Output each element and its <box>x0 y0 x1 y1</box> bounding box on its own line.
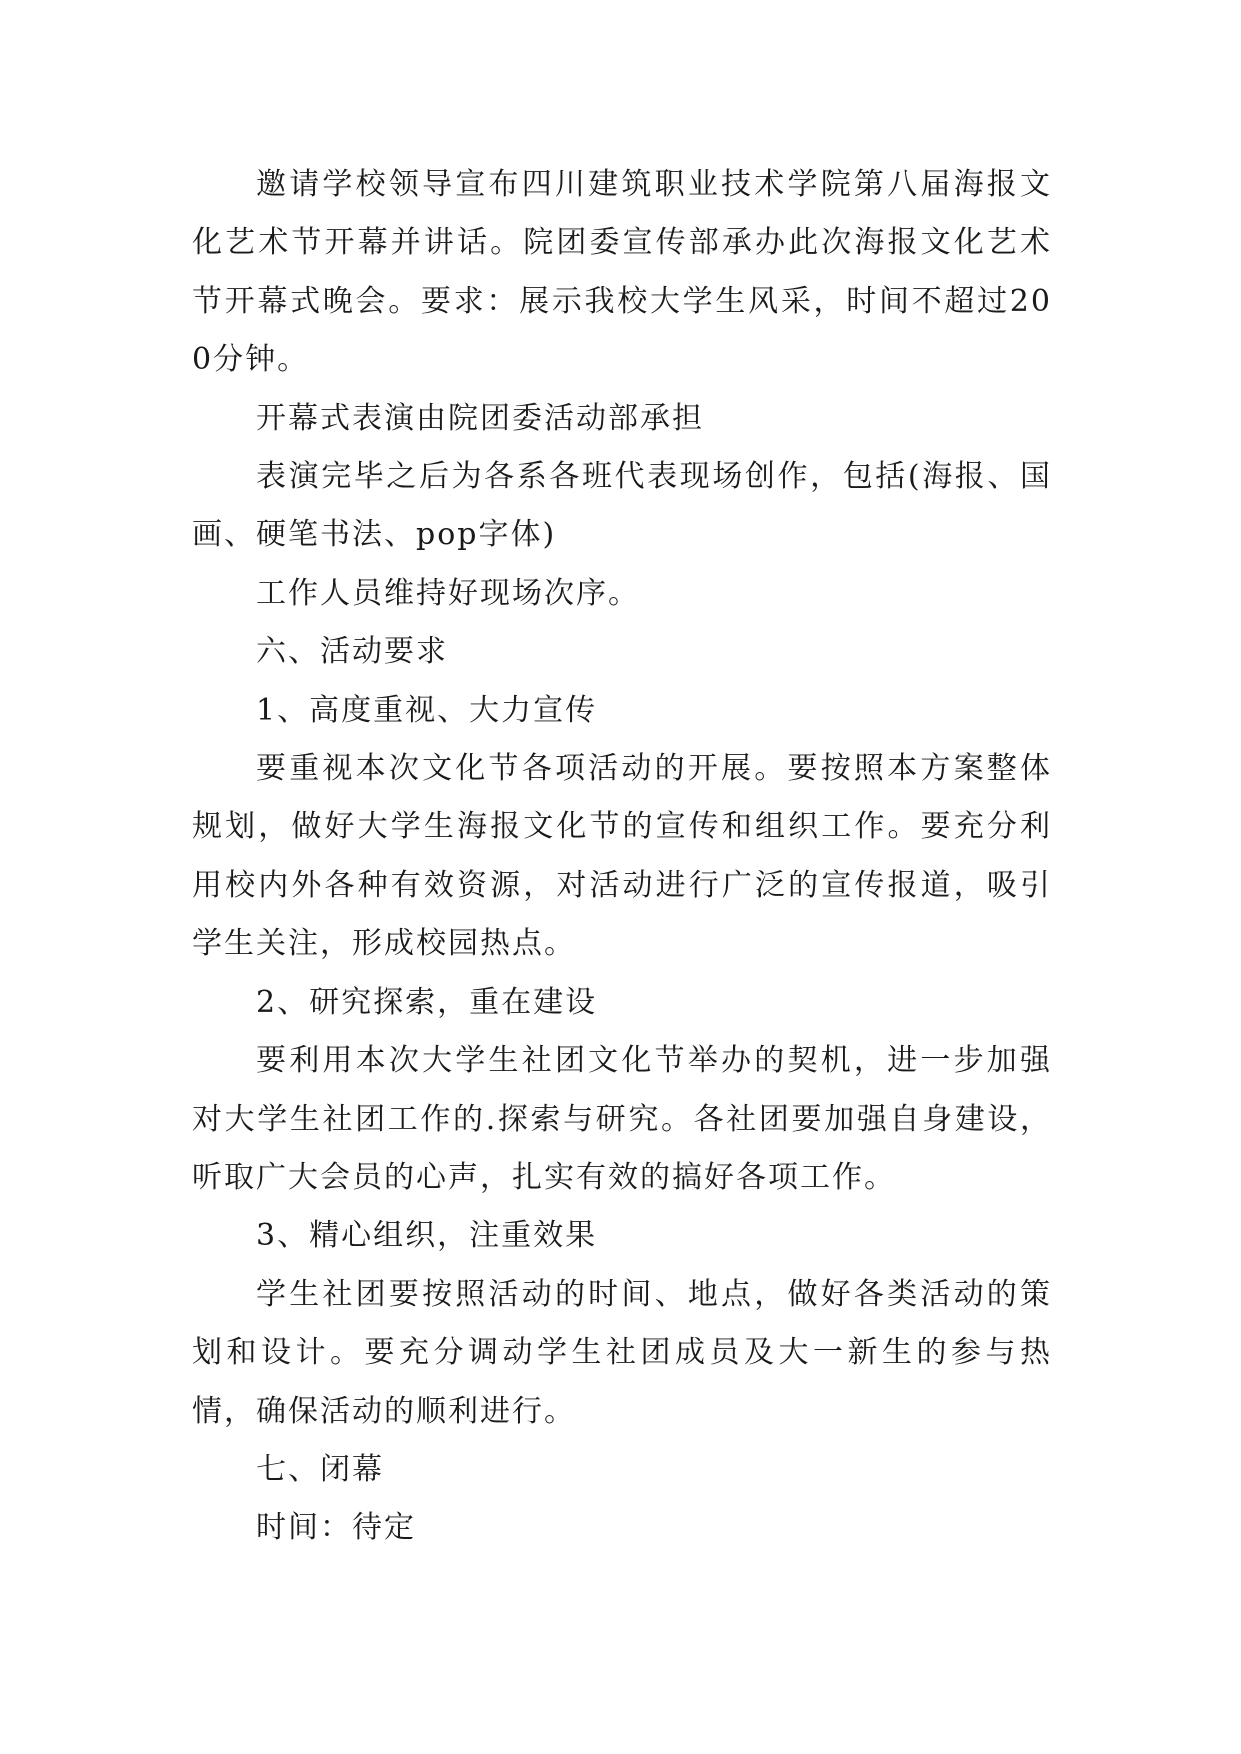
subheading-organization: 3、精心组织，注重效果 <box>256 1218 598 1254</box>
paragraph-onsite-creation: 表演完毕之后为各系各班代表现场创作，包括(海报、国画、硬笔书法、pop字体) <box>192 459 1052 553</box>
paragraph-research: 要利用本次大学生社团文化节举办的契机，进一步加强对大学生社团工作的.探索与研究。各社团要加强自身建设，听取广大会员的心声，扎实有效的搞好各项工作。 <box>192 1043 1052 1195</box>
paragraph-staff-order: 工作人员维持好现场次序。 <box>256 575 640 611</box>
subheading-publicity: 1、高度重视、大力宣传 <box>256 692 598 728</box>
section-heading-closing: 七、闭幕 <box>256 1451 384 1487</box>
section-heading-requirements: 六、活动要求 <box>256 634 448 670</box>
paragraph-closing-time: 时间：待定 <box>256 1510 416 1546</box>
paragraph-performance: 开幕式表演由院团委活动部承担 <box>256 400 704 436</box>
paragraph-opening-ceremony: 邀请学校领导宣布四川建筑职业技术学院第八届海报文化艺术节开幕并讲话。院团委宣传部承办此次海报文化艺术节开幕式晚会。要求：展示我校大学生风采，时间不超过200分钟。 <box>192 167 1052 378</box>
document-body <box>192 156 1052 1558</box>
paragraph-organization: 学生社团要按照活动的时间、地点，做好各类活动的策划和设计。要充分调动学生社团成员及大一新生的参与热情，确保活动的顺利进行。 <box>192 1276 1052 1429</box>
subheading-research: 2、研究探索，重在建设 <box>256 984 598 1020</box>
paragraph-publicity: 要重视本次文化节各项活动的开展。要按照本方案整体规划，做好大学生海报文化节的宣传和组织工作。要充分利用校内外各种有效资源，对活动进行广泛的宣传报道，吸引学生关注，形成校园热点。 <box>192 751 1052 962</box>
